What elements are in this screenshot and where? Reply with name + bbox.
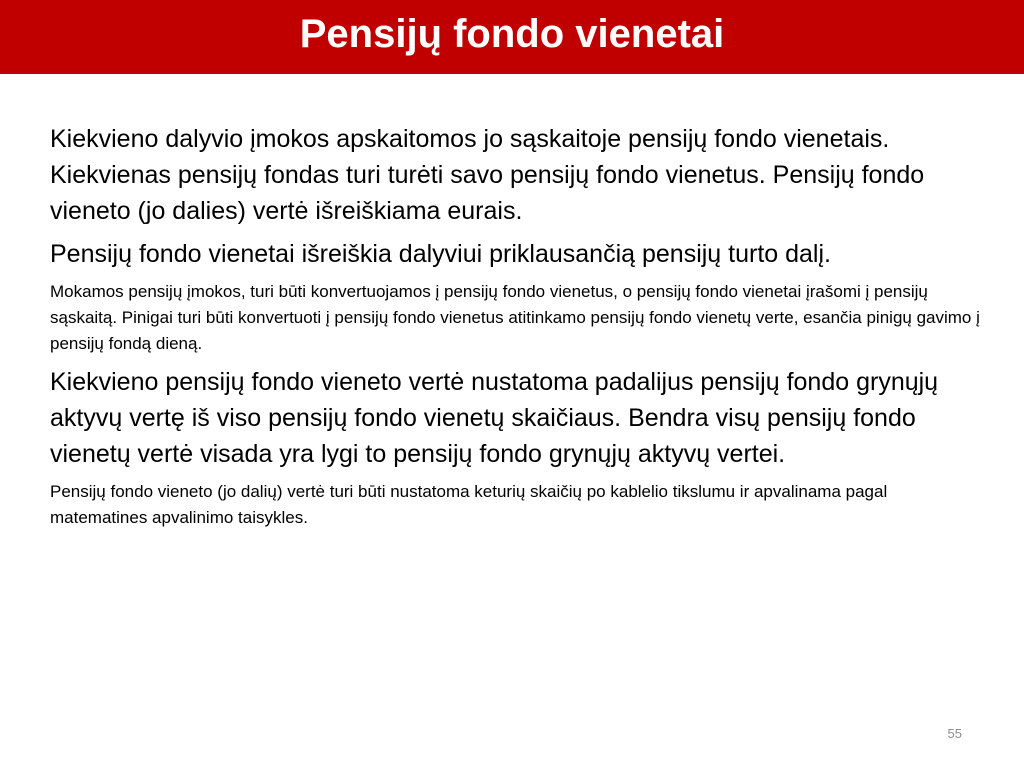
title-bar [0, 0, 1024, 74]
paragraph-contribution-conversion: Mokamos pensijų įmokos, turi būti konvertuojamos į pensijų fondo vienetus, o pensijų fondo vienetai įrašomi į pensijų sąskaitą. Pinigai turi būti konvertuoti į pensijų fondo vienetus atitinkamo pensijų fondo vienetų verte, esančia pinigų gavimo į pensijų fondą dieną. [50, 282, 980, 353]
paragraph-units-share: Pensijų fondo vienetai išreiškia dalyviui priklausančią pensijų turto dalį. [50, 240, 831, 268]
slide-content [50, 121, 985, 538]
slide-title: Pensijų fondo vienetai [299, 12, 725, 56]
paragraph-units-accounting: Kiekvieno dalyvio įmokos apskaitomos jo sąskaitoje pensijų fondo vienetais. Kiekvienas pensijų fondas turi turėti savo pensijų fondo vienetus. Pensijų fondo vieneto (jo dalies) vertė išreiškiama eurais. [50, 125, 925, 225]
paragraph-unit-value-calculation: Kiekvieno pensijų fondo vieneto vertė nustatoma padalijus pensijų fondo grynųjų aktyvų vertę iš viso pensijų fondo vienetų skaičiaus. Bendra visų pensijų fondo vienetų vertė visada yra lygi to pensijų fondo grynųjų aktyvų vertei. [50, 368, 939, 468]
page-number: 55 [947, 726, 962, 741]
paragraph-rounding-rules: Pensijų fondo vieneto (jo dalių) vertė turi būti nustatoma keturių skaičių po kablelio tikslumu ir apvalinama pagal matematines apvalinimo taisykles. [50, 482, 888, 527]
